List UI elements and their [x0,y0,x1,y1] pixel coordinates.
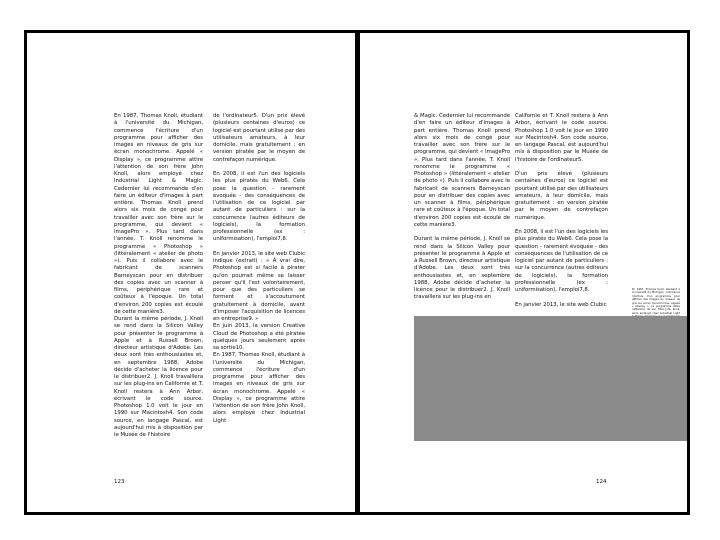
right-page-side-note: En 1987, Thomas Knoll, étudiant à l'université du Michigan, commence l'écriture d'un programme pour afficher des images en niveaux de gris sur écran monochrome. Appelé « Display », ce programme attire l'attention de son frère John Knoll, alors employé chez Industrial Light [632,288,680,315]
image-placeholder [414,316,687,441]
left-page-column-2: de l'ordinateur5. D'un prix élevé (plusieurs centaines d'euros) ce logiciel est pourtant utilisé par des utilisateurs amateurs, à leur domicile, mais gratuitement : en version piratée par le moyen de contrefaçon numérique. En 2008, il est l'un des logiciels les plus piratés du Web6. Cela pose la question - rarement évoquée - des conséquences de l'utilisation de ce logiciel par autant de particuliers : sur la concurrence (autres éditeurs de logiciels), la formation professionnelle (ex : uniformisation), l'emploi7,8. En janvier 2013, le site web Clubic indique (extrait) : « À vrai dire, Photoshop est si facile à pirater qu'on pourrait même se laisser penser qu'il l'est volontairement, pour que des particuliers se forment et s'accoutument gratuitement à domicile, avant d'imposer l'acquisition de licences en entreprise9. » En juin 2013, la version Creative Cloud de Photoshop a été piratée quelques jours seulement après sa sortie10. En 1987, Thomas Knoll, étudiant à l'université du Michigan, commence l'écriture d'un programme pour afficher des images en niveaux de gris sur écran monochrome. Appelé « Display », ce programme attire l'attention de son frère John Knoll, alors employé chez Industrial Light [213,113,305,424]
book-spread [24,30,690,514]
left-page-number: 123 [114,479,125,485]
right-page-column-1: & Magic. Cedernier lui recommande d'en faire un éditeur d'images à part entière. Thomas Knoll prend alors six mois de congé pour travailler avec son frère sur le programme, qui devient « ImagePro ». Plus tard dans l'année, T. Knoll renomme le programme « Photoshop » (littéralement « atelier de photo »). Puis il collabore avec le fabricant de scanners Barneyscan pour en distribuer des copies avec un scanner à films, périphérique rare et coûteux à l'époque. Un total d'environ 200 copies est écoulé de cette manière3. Durant la même période, J. Knoll se rend dans la Silicon Valley pour présenter le programme à Apple et à Russell Brown, directeur artistique d'Adobe. Les deux sont très enthousiastes et, en septembre 1988, Adobe décide d'acheter la licence pour le distribuer2. J. Knoll travaillera sur les plug-ins en [414,113,510,301]
right-page-number: 124 [596,479,607,485]
left-page [24,30,358,515]
left-page-column-1: En 1987, Thomas Knoll, étudiant à l'université du Michigan, commence l'écriture d'un programme pour afficher des images en niveaux de gris sur écran monochrome. Appelé « Display », ce programme attire l'attention de son frère John Knoll, alors employé chez Industrial Light & Magic. Cedernier lui recommande d'en faire un éditeur d'images à part entière. Thomas Knoll prend alors six mois de congé pour travailler avec son frère sur le programme, qui devient « ImagePro ». Plus tard dans l'année, T. Knoll renomme le programme « Photoshop » (littéralement « atelier de photo »). Puis il collabore avec le fabricant de scanners Barneyscan pour en distribuer des copies avec un scanner à films, périphérique rare et coûteux à l'époque. Un total d'environ 200 copies est écoulé de cette manière3. Durant la même période, J. Knoll se rend dans la Silicon Valley pour présenter le programme à Apple et à Russell Brown, directeur artistique d'Adobe. Les deux sont très enthousiastes et, en septembre 1988, Adobe décide d'acheter la licence pour le distribuer2. J. Knoll travaillera sur les plug-ins en Californie et T. Knoll restera à Ann Arbor, écrivant le code source. Photoshop 1.0 voit le jour en 1990 sur Macintosh4. Son code source, en langage Pascal, est aujourd'hui mis à disposition par le Musée de l'histoire [114,113,203,438]
right-page-column-2: Californie et T. Knoll restera à Ann Arbor, écrivant le code source. Photoshop 1.0 voit le jour en 1990 sur Macintosh4. Son code source, en langage Pascal, est aujourd'hui mis à disposition par le Musée de l'histoire de l'ordinateur5. D'un prix élevé (plusieurs centaines d'euros) ce logiciel est pourtant utilisé par des utilisateurs amateurs, à leur domicile, mais gratuitement : en version piratée par le moyen de contrefaçon numérique. En 2008, il est l'un des logiciels les plus piratés du Web6. Cela pose la question - rarement évoquée - des conséquences de l'utilisation de ce logiciel par autant de particuliers : sur la concurrence (autres éditeurs de logiciels), la formation professionnelle (ex : uniformisation), l'emploi7,8. En janvier 2013, le site web Clubic [515,113,608,308]
right-page [357,30,690,515]
